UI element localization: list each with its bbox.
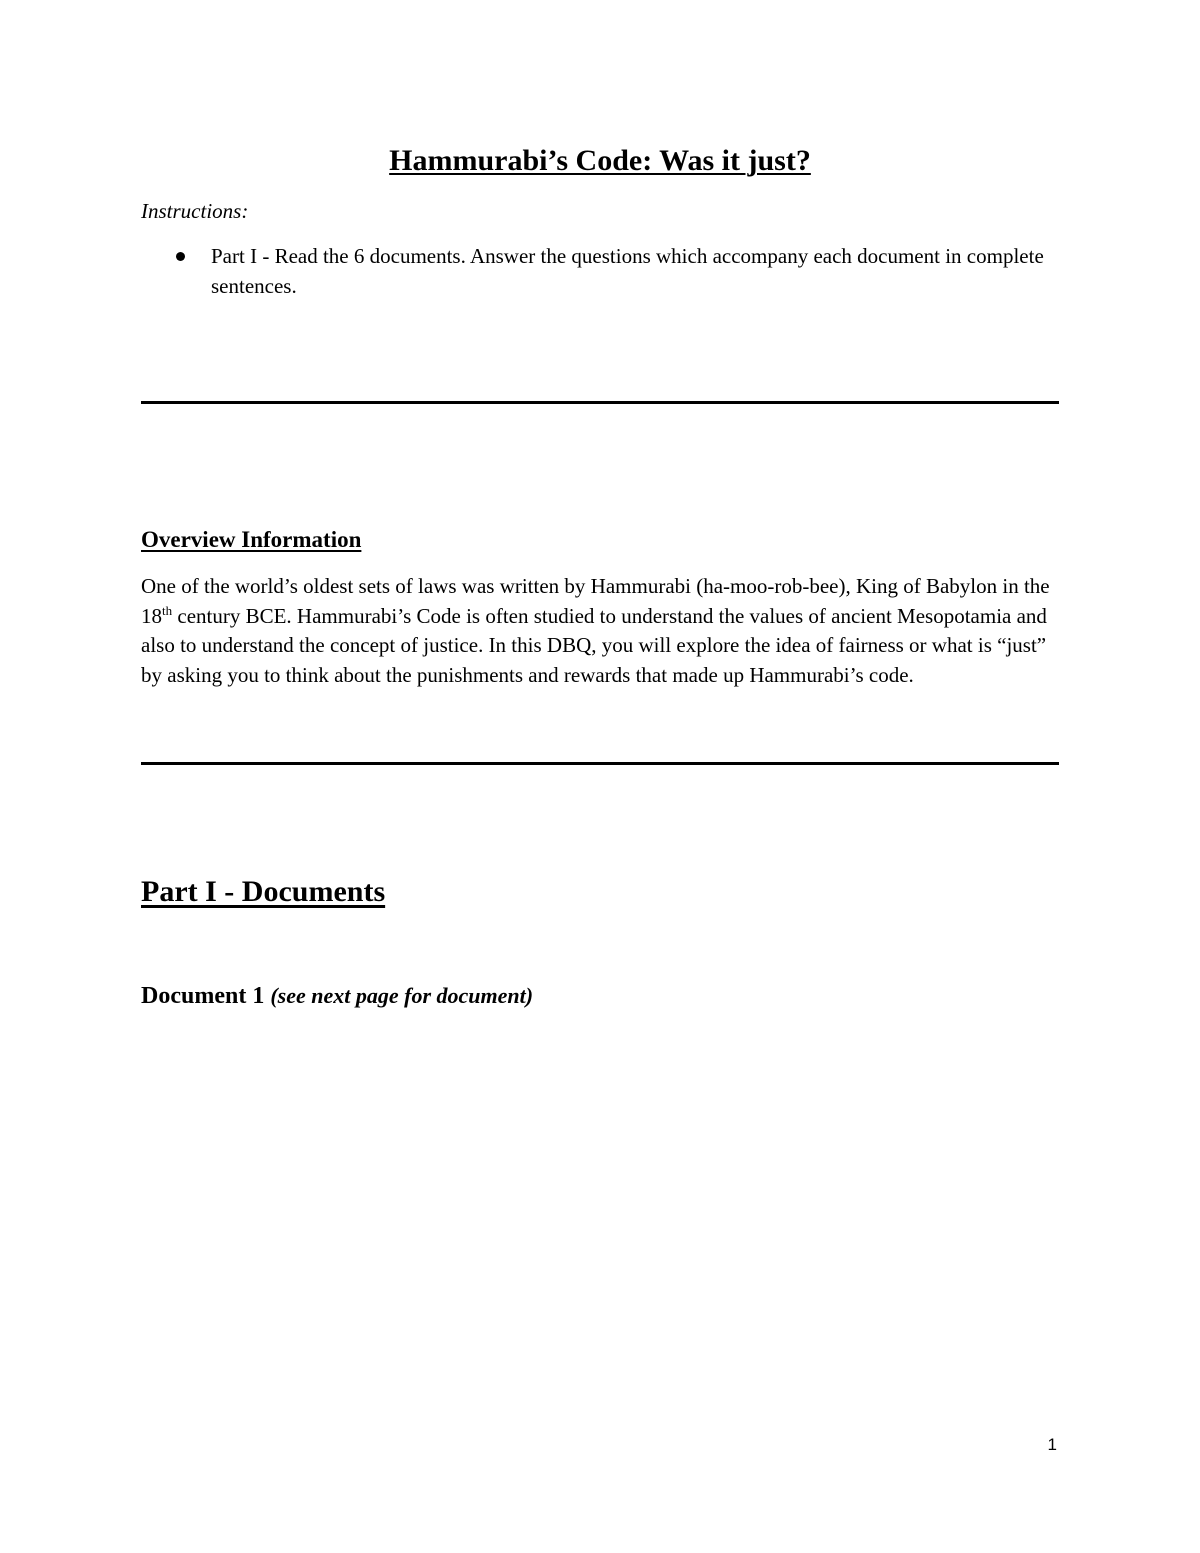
overview-text-end: century BCE. Hammurabi’s Code is often studied to understand the values of ancient Mesopotamia and also to understand the concept of justice. In this DBQ, you will explore the idea of fairness or what is “just” by asking you to think about the punishments and rewards that made up Hammurabi’s code. [141,603,1047,687]
overview-text-start: One of the world’s oldest sets of laws was written by Hammurabi (ha-moo-rob-bee), King of Babylon in the 18 [141,574,1050,628]
part-heading: Part I - Documents [141,875,386,908]
document-title: Hammurabi’s Code: Was it just? [389,144,811,177]
document-1-note: (see next page for document) [270,983,534,1008]
bullet-icon [176,252,185,261]
page-number: 1 [1047,1435,1057,1454]
instructions-label: Instructions: [141,199,249,223]
overview-heading: Overview Information [141,527,362,552]
instruction-text: Part I - Read the 6 documents. Answer the questions which accompany each document in complete sentences. [211,244,1044,298]
document-1-heading [141,980,533,1012]
ordinal-superscript: th [162,602,173,618]
overview-paragraph [141,572,1059,690]
instruction-item [141,242,1059,301]
document-1-title: Document 1 [141,983,265,1009]
instructions-list [141,242,1059,301]
horizontal-rule [141,762,1059,765]
horizontal-rule [141,401,1059,404]
